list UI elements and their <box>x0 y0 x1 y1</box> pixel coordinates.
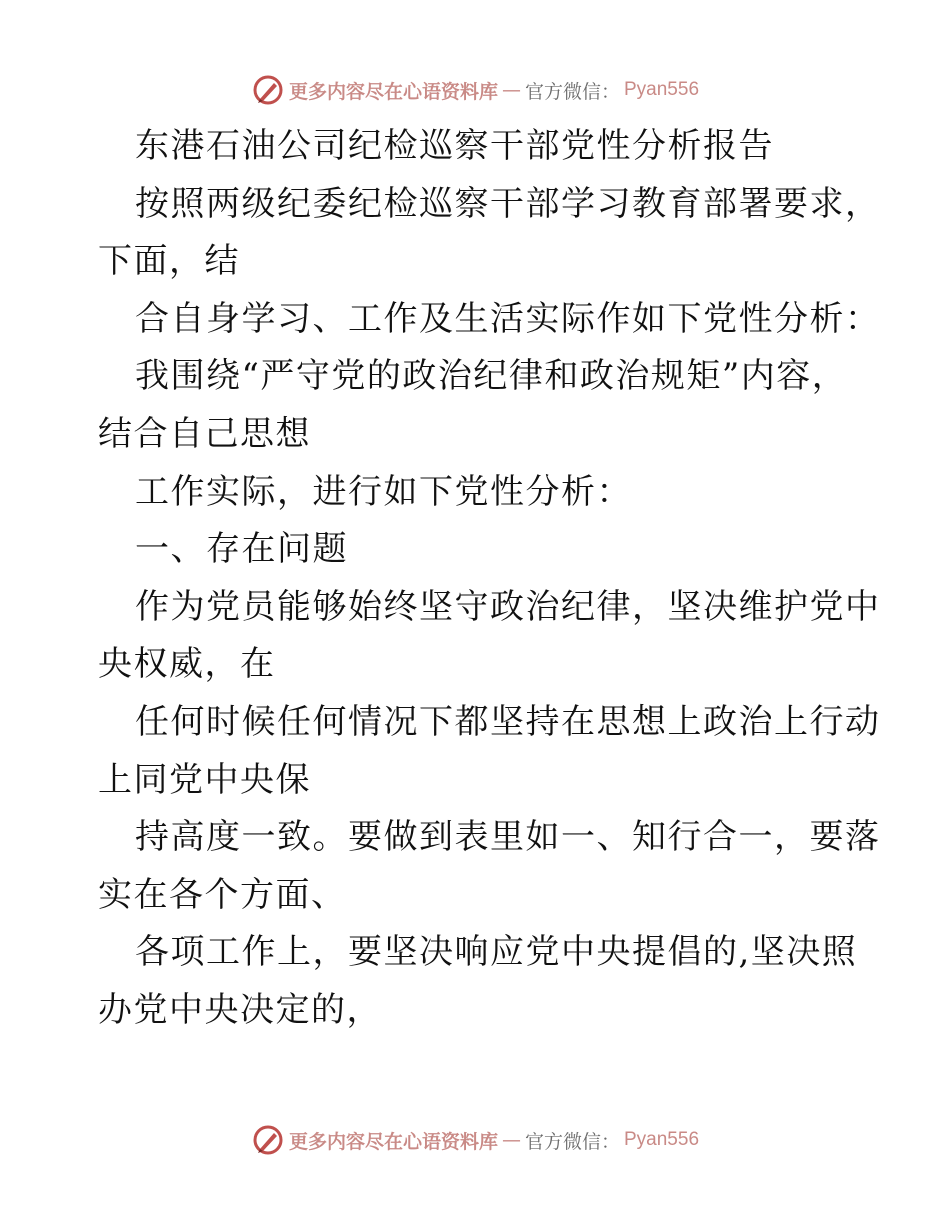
document-title: 东港石油公司纪检巡察干部党性分析报告 <box>135 126 774 166</box>
pen-circle-logo-icon <box>251 73 285 107</box>
banner-wechat-id: Pyan556 <box>624 1129 700 1150</box>
paragraph-line: 作为党员能够始终坚守政治纪律，坚决维护党中 <box>135 586 881 627</box>
header-banner <box>0 70 950 110</box>
paragraph-line: 持高度一致。要做到表里如一、知行合一，要落 <box>135 817 881 858</box>
paragraph-line: 按照两级纪委纪检巡察干部学习教育部署要求， <box>135 183 881 224</box>
paragraph-line: 上同党中央保 <box>98 759 311 800</box>
paragraph-line: 我围绕“严守党的政治纪律和政治规矩”内容， <box>135 356 848 397</box>
paragraph-line: 任何时候任何情况下都坚持在思想上政治上行动 <box>135 701 881 742</box>
paragraph-line: 合自身学习、工作及生活实际作如下党性分析： <box>135 298 881 339</box>
paragraph-line: 央权威，在 <box>98 644 276 685</box>
banner-wechat-id: Pyan556 <box>624 79 700 100</box>
document-body <box>98 118 881 1040</box>
banner-main-text: 更多内容尽在心语资料库 <box>288 80 498 103</box>
paragraph-line: 结合自己思想 <box>98 413 311 454</box>
paragraph-line: 实在各个方面、 <box>98 874 347 915</box>
paragraph-line: 各项工作上，要坚决响应党中央提倡的,坚决照 <box>135 932 858 973</box>
section-heading: 一、存在问题 <box>135 529 348 570</box>
pen-circle-logo-icon <box>251 1123 285 1157</box>
banner-separator: — <box>501 1129 521 1151</box>
banner-wechat-label: 官方微信： <box>524 80 620 103</box>
banner-main-text: 更多内容尽在心语资料库 <box>288 1130 498 1153</box>
footer-banner <box>0 1120 950 1160</box>
paragraph-line: 工作实际，进行如下党性分析： <box>135 471 632 512</box>
banner-separator: — <box>501 79 521 101</box>
banner-wechat-label: 官方微信： <box>524 1130 620 1153</box>
paragraph-line: 办党中央决定的， <box>98 989 382 1030</box>
paragraph-line: 下面，结 <box>98 241 240 282</box>
